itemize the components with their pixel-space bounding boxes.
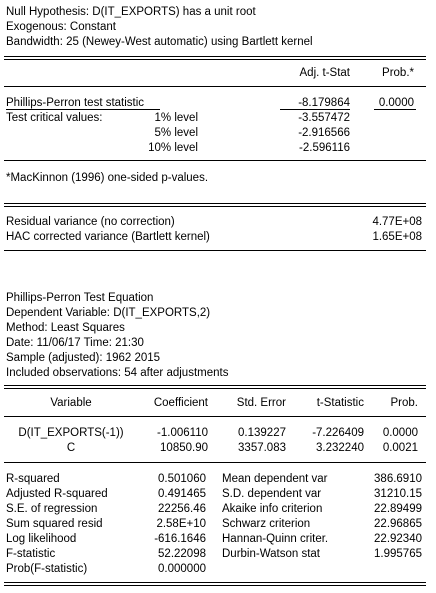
pp-prob-underline: [374, 109, 416, 110]
coef-var-name: D(IT_EXPORTS(-1)): [18, 427, 124, 439]
stat-label: Adjusted R-squared: [6, 488, 108, 500]
stat-label: Durbin-Watson stat: [222, 548, 320, 560]
residual-variance-value: 4.77E+08: [372, 216, 422, 228]
stat-value: 31210.15: [374, 488, 422, 500]
sample-line: Sample (adjusted): 1962 2015: [6, 352, 161, 364]
stat-label: Schwarz criterion: [222, 518, 311, 530]
mackinnon-footnote: *MacKinnon (1996) one-sided p-values.: [6, 172, 209, 184]
coef-value: -1.006110: [157, 427, 208, 439]
stat-value: 22.92340: [374, 533, 422, 545]
stat-label: Mean dependent var: [222, 473, 328, 485]
stats-bottom-rule: [4, 582, 426, 586]
date-time-line: Date: 11/06/17 Time: 21:30: [6, 337, 144, 349]
crit-value-1: -3.557472: [298, 112, 350, 124]
crit-value-10: -2.596116: [299, 142, 350, 154]
stat-value: -616.1646: [154, 533, 206, 545]
stat-label: Log likelihood: [6, 533, 77, 545]
coef-tstat: -7.226409: [312, 427, 364, 439]
stat-value: 0.491465: [158, 488, 206, 500]
stat-value: 386.6910: [374, 473, 422, 485]
observations-line: Included observations: 54 after adjustments: [6, 367, 229, 379]
coef-header-coefficient: Coefficient: [153, 397, 208, 409]
stat-label: S.D. dependent var: [222, 488, 322, 500]
stat-label: R-squared: [6, 473, 60, 485]
coef-header-rule: [4, 416, 426, 417]
pp-stat-label: Phillips-Perron test statistic: [6, 97, 145, 109]
crit-level-5: 5% level: [154, 127, 198, 139]
variance-bottom-rule: [4, 250, 426, 251]
exogenous-line: Exogenous: Constant: [6, 21, 116, 33]
coef-value: 10850.90: [160, 442, 208, 454]
coef-top-rule: [4, 385, 426, 389]
coef-prob: 0.0000: [382, 427, 418, 439]
dependent-variable: Dependent Variable: D(IT_EXPORTS,2): [6, 307, 211, 319]
method-line: Method: Least Squares: [6, 322, 125, 334]
test-equation-title: Phillips-Perron Test Equation: [6, 292, 154, 304]
stat-value: 22.96865: [374, 518, 422, 530]
coef-tstat: 3.232240: [316, 442, 364, 454]
pp-label-underline: [6, 109, 160, 110]
crit-values-label: Test critical values:: [6, 112, 103, 124]
stat-value: 52.22098: [158, 548, 206, 560]
table-top-rule: [4, 56, 426, 60]
coef-header-tstat: t-Statistic: [316, 397, 364, 409]
stat-label: S.E. of regression: [6, 503, 98, 515]
coef-header-variable: Variable: [50, 397, 92, 409]
crit-level-10: 10% level: [148, 142, 198, 154]
null-hypothesis: Null Hypothesis: D(IT_EXPORTS) has a unit root: [6, 6, 256, 18]
col-header-prob: Prob.*: [382, 67, 414, 79]
coef-std-error: 0.139227: [238, 427, 286, 439]
residual-variance-label: Residual variance (no correction): [6, 216, 175, 228]
stat-value: 22.89499: [374, 503, 422, 515]
variance-top-rule: [4, 203, 426, 207]
pp-stat-value: -8.179864: [298, 97, 350, 109]
coef-bottom-rule: [4, 462, 426, 463]
coef-var-name: C: [66, 442, 76, 454]
crit-level-1: 1% level: [154, 112, 198, 124]
stat-label: Akaike info criterion: [222, 503, 323, 515]
stat-value: 1.995765: [374, 548, 422, 560]
coef-header-prob: Prob.: [390, 397, 418, 409]
pp-prob-value: 0.0000: [378, 97, 414, 109]
col-header-adj-tstat: Adj. t-Stat: [299, 67, 350, 79]
stat-value: 0.000000: [158, 563, 206, 575]
pp-stat-underline: [280, 109, 350, 110]
stat-value: 22256.46: [158, 503, 206, 515]
coef-std-error: 3357.083: [238, 442, 286, 454]
stat-label: Hannan-Quinn criter.: [222, 533, 329, 545]
hac-variance-label: HAC corrected variance (Bartlett kernel): [6, 231, 210, 243]
crit-value-5: -2.916566: [298, 127, 350, 139]
stat-label: Prob(F-statistic): [6, 563, 88, 575]
stat-label: Sum squared resid: [6, 518, 103, 530]
crit-bottom-rule: [4, 160, 426, 161]
bandwidth-line: Bandwidth: 25 (Newey-West automatic) using Bartlett kernel: [6, 36, 313, 48]
coef-header-std-error: Std. Error: [236, 397, 286, 409]
stat-value: 2.58E+10: [156, 518, 206, 530]
stat-value: 0.501060: [158, 473, 206, 485]
stat-label: F-statistic: [6, 548, 56, 560]
header-rule: [4, 86, 426, 87]
coef-prob: 0.0021: [382, 442, 418, 454]
hac-variance-value: 1.65E+08: [372, 231, 422, 243]
